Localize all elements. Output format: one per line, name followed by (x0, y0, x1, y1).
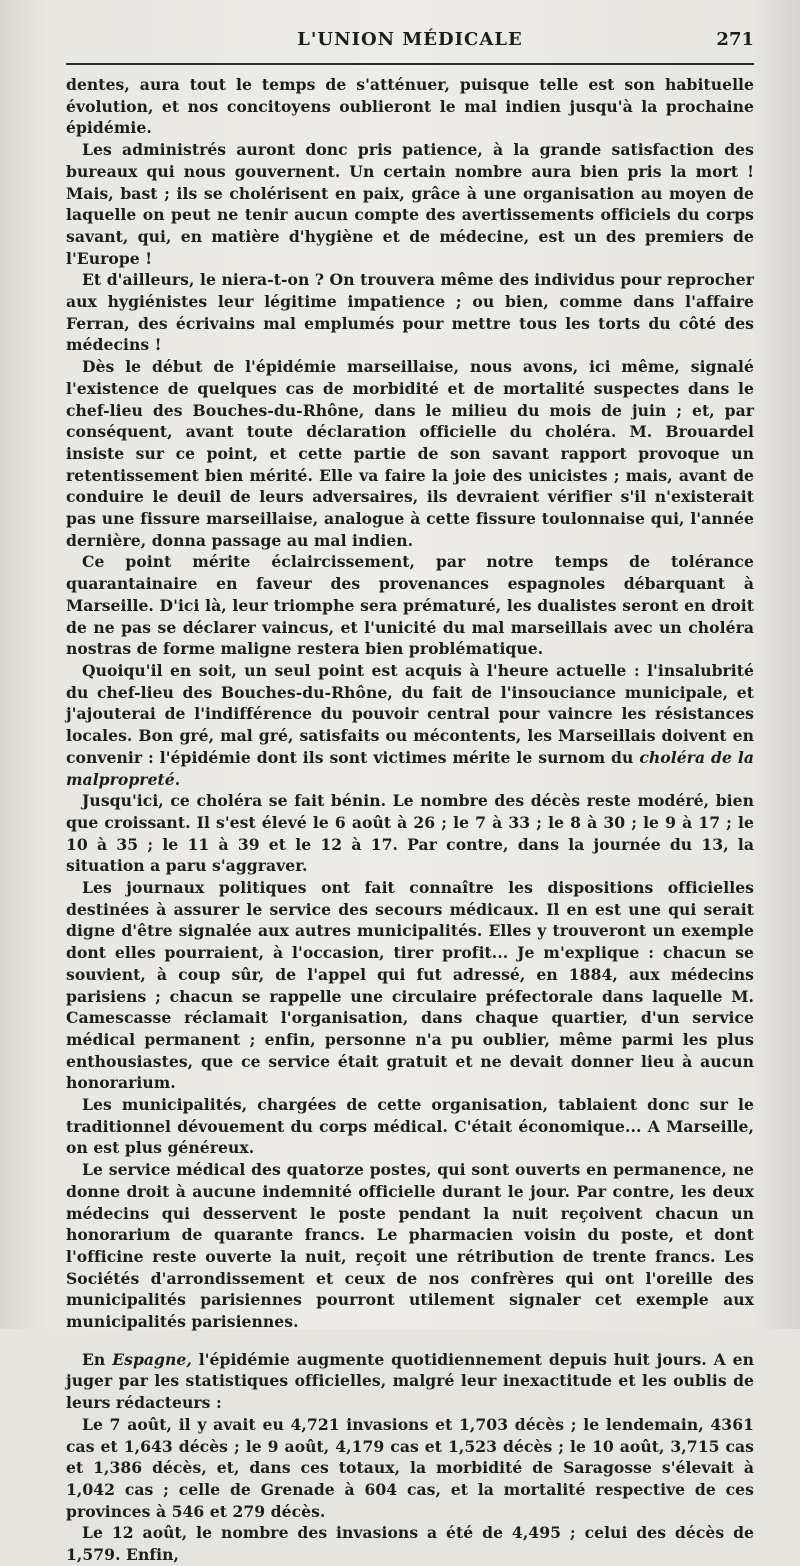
paragraph (66, 1522, 754, 1565)
paragraph (66, 1094, 754, 1159)
italic-phrase: choléra de la malpropreté (66, 747, 755, 789)
paragraph-text: Le 7 août, il y avait eu 4,721 invasions et 1,703 décès ; le lendemain, 4361 cas et 1,643 décès ; le 9 août, 4,179 cas et 1,523 décès ; le 10 août, 3,715 cas et 1,386 décès, et, dans ces totaux, la morbidité de Saragosse s'élevait à 1,042 cas ; celle de Grenade à 604 cas, et la mortalité respective de ces provinces à 546 et 279 décès. (66, 1414, 754, 1521)
paragraph-text: Quoiqu'il en soit, un seul point est acquis à l'heure actuelle : l'insalubrité du chef-lieu des Bouches-du-Rhône, du fait de l'insouciance municipale, et j'ajouterai de l'indifférence du pouvoir central pour vaincre les résistances locales. Bon gré, mal gré, satisfaits ou mécontents, les Marseillais doivent en convenir : l'épidémie dont ils sont victimes mérite le surnom du (66, 660, 754, 767)
paragraph (66, 1349, 754, 1414)
paragraph (66, 74, 754, 139)
paragraph-text: Jusqu'ici, ce choléra se fait bénin. Le nombre des décès reste modéré, bien que croissant. Il s'est élevé le 6 août à 26 ; le 7 à 33 ; le 8 à 30 ; le 9 à 17 ; le 10 à 35 ; le 11 à 39 et le 12 à 17. Par contre, dans la journée du 13, la situation a paru s'aggraver. (66, 791, 754, 876)
journal-title: L'UNION MÉDICALE (297, 29, 523, 50)
paragraph-text: Les journaux politiques ont fait connaître les dispositions officielles destinées à assurer le service des secours médicaux. Il en est une qui serait digne d'être signalée aux autres municipalités. Elles y trouveront un exemple dont elles pourraient, à l'occasion, tirer profit... Je m'explique : chacun se souvient, à coup sûr, de l'appel qui fut adressé, en 1884, aux médecins parisiens ; chacun se rappelle une circulaire préfectorale dans laquelle M. Camescasse réclamait l'organisation, dans chaque quartier, d'un service médical permanent ; enfin, personne n'a pu oublier, même parmi les plus enthousiastes, que ce service était gratuit et ne devait donner lieu à aucun honorarium. (66, 878, 754, 1093)
paragraph-text: Le service médical des quatorze postes, qui sont ouverts en permanence, ne donne droit à aucune indemnité officielle durant le jour. Par contre, les deux médecins qui desservent le poste pendant la nuit reçoivent chacun un honorarium de quarante francs. Le pharmacien voisin du poste, et dont l'officine reste ouverte la nuit, reçoit une rétribution de trente francs. Les Sociétés d'arrondissement et ceux de nos confrères qui ont l'oreille des municipalités parisiennes pourront utilement signaler cet exemple aux municipalités parisiennes. (66, 1160, 754, 1332)
paragraph-text: Le 12 août, le nombre des invasions a été de 4,495 ; celui des décès de 1,579. Enfin, (66, 1523, 754, 1565)
paragraph-text: Et d'ailleurs, le niera-t-on ? On trouvera même des individus pour reprocher aux hygiénistes leur légitime impatience ; ou bien, comme dans l'affaire Ferran, des écrivains mal emplumés pour mettre tous les torts du côté des médecins ! (66, 270, 754, 355)
paragraph-text: l'épidémie augmente quotidiennement depuis huit jours. A en juger par les statistiques officielles, malgré leur inexactitude et les oublis de leurs rédacteurs : (66, 1349, 754, 1413)
paragraph-lead: En (82, 1349, 113, 1369)
paragraph (66, 356, 754, 551)
article-body (66, 74, 754, 1566)
paragraph-text: Les municipalités, chargées de cette organisation, tablaient donc sur le traditionnel dévouement du corps médical. C'était économique... A Marseille, on est plus généreux. (66, 1095, 754, 1158)
italic-phrase: Espagne, (112, 1349, 192, 1369)
header-rule (66, 63, 754, 65)
paragraph-text: Les administrés auront donc pris patience, à la grande satisfaction des bureaux qui nous gouvernent. Un certain nombre aura bien pris la mort ! Mais, bast ; ils se cholérisent en paix, grâce à une organisation au moyen de laquelle on peut ne tenir aucun compte des avertissements officiels du corps savant, qui, en matière d'hygiène et de médecine, est un des premiers de l'Europe ! (66, 140, 754, 268)
paragraph (66, 790, 754, 877)
paragraph-text: Ce point mérite éclaircissement, par notre temps de tolérance quarantainaire en faveur des provenances espagnoles débarquant à Marseille. D'ici là, leur triomphe sera prématuré, les dualistes seront en droit de ne pas se déclarer vaincus, et l'unicité du mal marseillais avec un choléra nostras de forme maligne restera bien problématique. (66, 552, 754, 659)
paragraph (66, 1159, 754, 1333)
paragraph (66, 877, 754, 1094)
paragraph-text: dentes, aura tout le temps de s'atténuer, puisque telle est son habituelle évolution, et nos concitoyens oublieront le mal indien jusqu'à la prochaine épidémie. (66, 75, 754, 138)
paragraph (66, 1414, 754, 1523)
paragraph-tail: . (174, 769, 181, 789)
paragraph-text: Dès le début de l'épidémie marseillaise, nous avons, ici même, signalé l'existence de quelques cas de morbidité et de mortalité suspectes dans le chef-lieu des Bouches-du-Rhône, dans le milieu du mois de juin ; et, par conséquent, avant toute déclaration officielle du choléra. M. Brouardel insiste sur ce point, et cette partie de son savant rapport provoque un retentissement bien mérité. Elle va faire la joie des unicistes ; mais, avant de conduire le deuil de leurs adversaires, ils devraient vérifier s'il n'existerait pas une fissure marseillaise, analogue à cette fissure toulonnaise qui, l'année dernière, donna passage au mal indien. (66, 357, 754, 550)
paragraph (66, 269, 754, 356)
paragraph (66, 660, 754, 790)
paragraph (66, 551, 754, 660)
running-header (66, 26, 754, 56)
paragraph (66, 139, 754, 269)
page-number: 271 (716, 29, 754, 50)
